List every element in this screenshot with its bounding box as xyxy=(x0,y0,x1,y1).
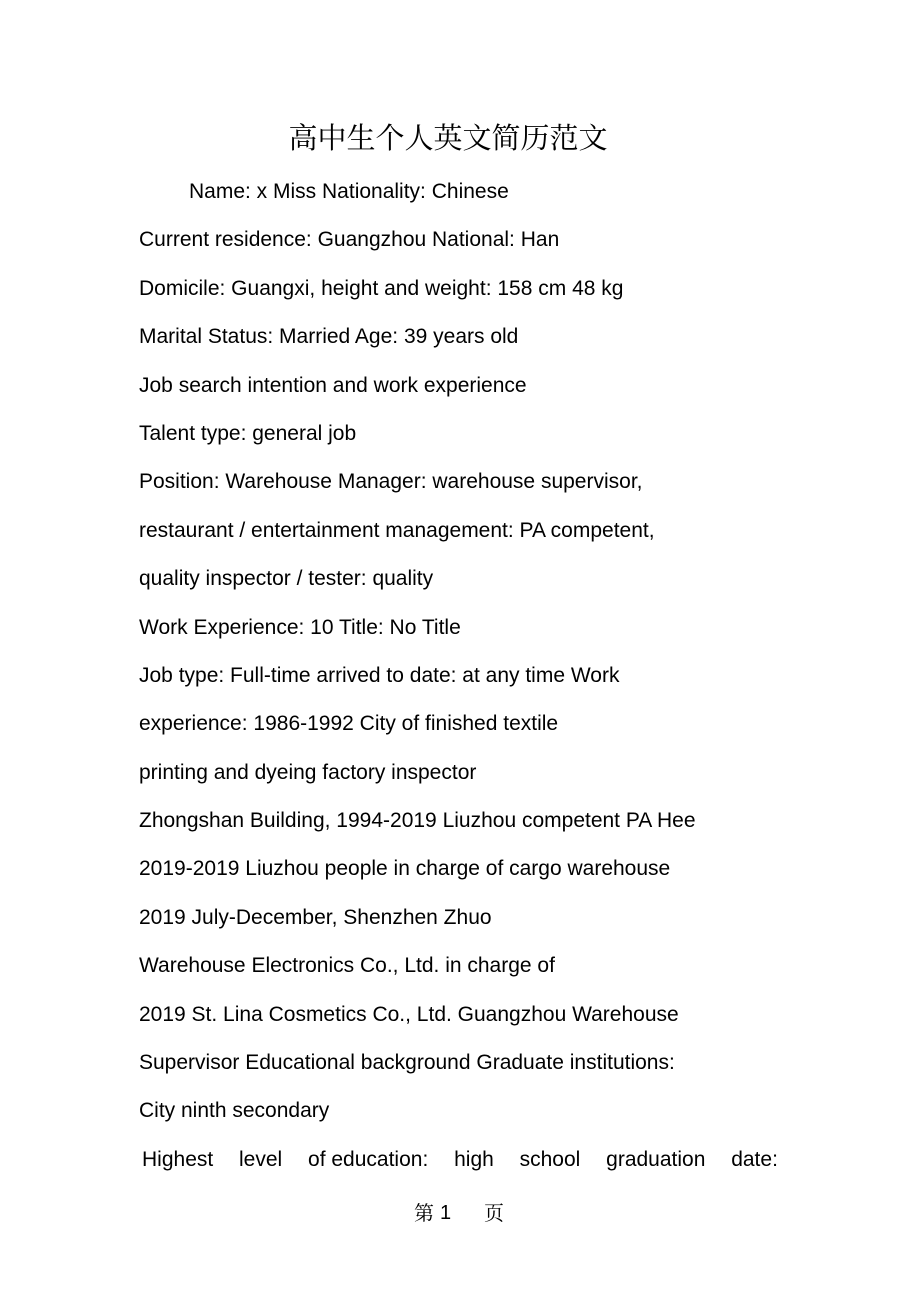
text-line: Domicile: Guangxi, height and weight: 158 cm 48 kg xyxy=(139,276,624,300)
text-line: Job search intention and work experience xyxy=(139,373,527,397)
page-label-suffix: 页 xyxy=(484,1201,504,1225)
word: date: xyxy=(731,1147,778,1171)
page-number: 1 xyxy=(440,1202,452,1224)
text-line: Position: Warehouse Manager: warehouse supervisor, xyxy=(139,470,643,494)
text-line: 2019 July-December, Shenzhen Zhuo xyxy=(139,905,492,929)
word: high xyxy=(454,1147,494,1171)
text-line: Current residence: Guangzhou National: Han xyxy=(139,228,560,252)
text-line: restaurant / entertainment management: PA competent, xyxy=(139,518,655,542)
document-body xyxy=(139,168,799,1184)
word: of education: xyxy=(308,1147,429,1171)
text-line: Work Experience: 10 Title: No Title xyxy=(139,615,461,639)
text-line: experience: 1986-1992 City of finished textile xyxy=(139,712,559,736)
word: graduation xyxy=(606,1147,706,1171)
document-title: 高中生个人英文简历范文 xyxy=(288,121,608,155)
text-line: City ninth secondary xyxy=(139,1099,330,1123)
page-label-prefix: 第 xyxy=(414,1201,434,1225)
text-line: 2019 St. Lina Cosmetics Co., Ltd. Guangzhou Warehouse xyxy=(139,1002,679,1026)
text-line: quality inspector / tester: quality xyxy=(139,567,434,591)
text-line: Name: x Miss Nationality: Chinese xyxy=(189,180,509,203)
word: school xyxy=(519,1147,581,1171)
text-line: 2019-2019 Liuzhou people in charge of cargo warehouse xyxy=(139,857,671,881)
text-line: Zhongshan Building, 1994-2019 Liuzhou competent PA Hee xyxy=(139,809,696,833)
text-line: Job type: Full-time arrived to date: at any time Work xyxy=(139,663,620,687)
text-line: Warehouse Electronics Co., Ltd. in charge of xyxy=(139,954,555,978)
word: Highest xyxy=(142,1147,214,1171)
text-line: Talent type: general job xyxy=(139,421,357,445)
justified-text-line xyxy=(139,1136,778,1184)
page-footer xyxy=(0,1198,920,1228)
text-line: Marital Status: Married Age: 39 years old xyxy=(139,325,519,349)
text-line: Supervisor Educational background Graduate institutions: xyxy=(139,1051,675,1075)
word: level xyxy=(239,1147,283,1171)
text-line: printing and dyeing factory inspector xyxy=(139,760,477,784)
